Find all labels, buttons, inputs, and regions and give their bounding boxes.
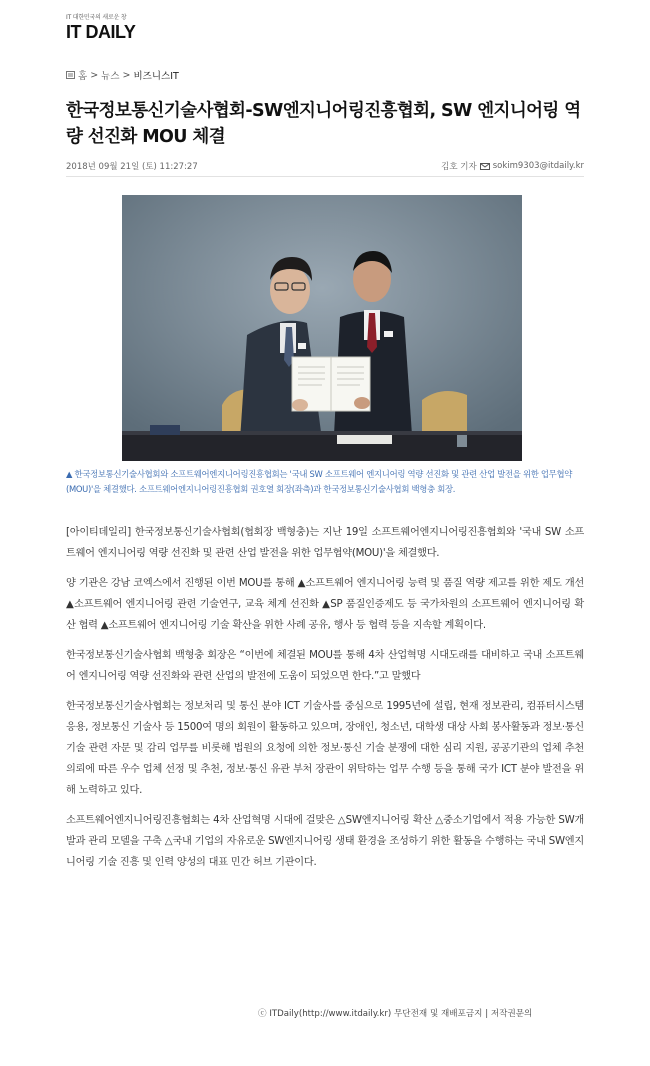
site-logo[interactable] bbox=[66, 14, 186, 40]
article-body bbox=[66, 522, 584, 882]
title-divider bbox=[66, 176, 584, 177]
caption-body: 국내 SW 소프트웨어 엔지니어링 역량 선진화 및 관련 산업 발전을 위한 업무협약(MOU)'을 체결했다. 소프트웨어엔지니어링진흥협회 권호열 회장(좌측)과 한국정보통신기술사협회 백형충 회장. bbox=[66, 469, 573, 494]
breadcrumb-home[interactable]: 홈 bbox=[78, 71, 88, 82]
paragraph: 소프트웨어엔지니어링진흥협회는 4차 산업혁명 시대에 걸맞은 △SW엔지니어링 확산 △중소기업에서 적용 가능한 SW개발과 관리 모델을 구축 △국내 기업의 자유로운 SW엔지니어링 생태 환경을 조성하기 위한 활동을 수행하는 국내 SW엔지니어링 기술 진흥 및 인력 양성의 대표 민간 허브 기관이다. bbox=[66, 815, 584, 868]
copyright-notice: ⓒ ITDaily(http://www.itdaily.kr) 무단전재 및 재배포금지 | 저작권문의 bbox=[258, 1009, 533, 1019]
article-photo bbox=[122, 195, 522, 461]
article-meta bbox=[66, 160, 584, 172]
breadcrumb-news[interactable]: 뉴스 bbox=[101, 71, 120, 82]
caption-lead: ▲ 한국정보통신기술사협회와 소프트웨어엔지니어링진흥협회는 ' bbox=[66, 469, 292, 479]
breadcrumb-business-it[interactable]: 비즈니스IT bbox=[133, 71, 179, 82]
author-name: 김호 기자 bbox=[441, 162, 477, 172]
author-email[interactable]: sokim9303@itdaily.kr bbox=[492, 161, 584, 171]
photo-caption bbox=[66, 467, 584, 497]
paragraph: 한국정보통신기술사협회 백형충 회장은 “이번에 체결된 MOU를 통해 4차 산업혁명 시대도래를 대비하고 국내 소프트웨어 엔지니어링 역량 선진화와 관련 산업의 발전에 도움이 되었으면 한다.”고 말했다 bbox=[66, 650, 584, 682]
byline bbox=[441, 160, 584, 172]
paragraph: 한국정보통신기술사협회는 정보처리 및 통신 분야 ICT 기술사를 중심으로 1995년에 설립, 현재 정보관리, 컴퓨터시스템응용, 정보통신 기술사 등 1500여 명의 회원이 활동하고 있으며, 장애인, 청소년, 대학생 대상 사회 봉사활동과 정보·통신 기술 관련 자문 및 감리 업무를 비롯해 법원의 요청에 의한 정보·통신 기술 분쟁에 대한 심리 지원, 공공기관의 업체 추천 의뢰에 따른 우수 업체 선정 및 추천, 정보·통신 유관 부처 장관이 위탁하는 업무 수행 등을 통해 국가 ICT 분야 발전을 위해 노력하고 있다. bbox=[66, 701, 584, 796]
logo-tagline: IT 대한민국의 새로운 창 bbox=[66, 14, 127, 21]
paragraph: [아이티데일리] 한국정보통신기술사협회(협회장 백형충)는 지난 19일 소프트웨어엔지니어링진흥협회와 '국내 SW 소프트웨어 엔지니어링 역량 선진화 및 관련 산업 발전을 위한 업무협약(MOU)'을 체결했다. bbox=[66, 527, 584, 559]
breadcrumb-separator: > bbox=[122, 69, 131, 81]
article-date: 2018년 09월 21일 (토) 11:27:27 bbox=[66, 162, 198, 172]
logo-text: IT DAILY bbox=[66, 22, 136, 42]
breadcrumb bbox=[66, 68, 179, 82]
mail-icon bbox=[480, 163, 490, 170]
breadcrumb-separator: > bbox=[90, 69, 99, 81]
article-title: 한국정보통신기술사협회-SW엔지니어링진흥협회, SW 엔지니어링 역량 선진화 MOU 체결 bbox=[66, 101, 581, 147]
paragraph: 양 기관은 강남 코엑스에서 진행된 이번 MOU를 통해 ▲소프트웨어 엔지니어링 능력 및 품질 역량 제고를 위한 제도 개선 ▲소프트웨어 엔지니어링 관련 기술연구, 교육 체계 선진화 ▲SP 품질인증제도 등 국가차원의 소프트웨어 엔지니어링 확산 협력 ▲소프트웨어 엔지니어링 기술 확산을 위한 사례 공유, 행사 등 협력 등을 지속할 계획이다. bbox=[66, 578, 584, 631]
home-icon bbox=[66, 71, 75, 79]
